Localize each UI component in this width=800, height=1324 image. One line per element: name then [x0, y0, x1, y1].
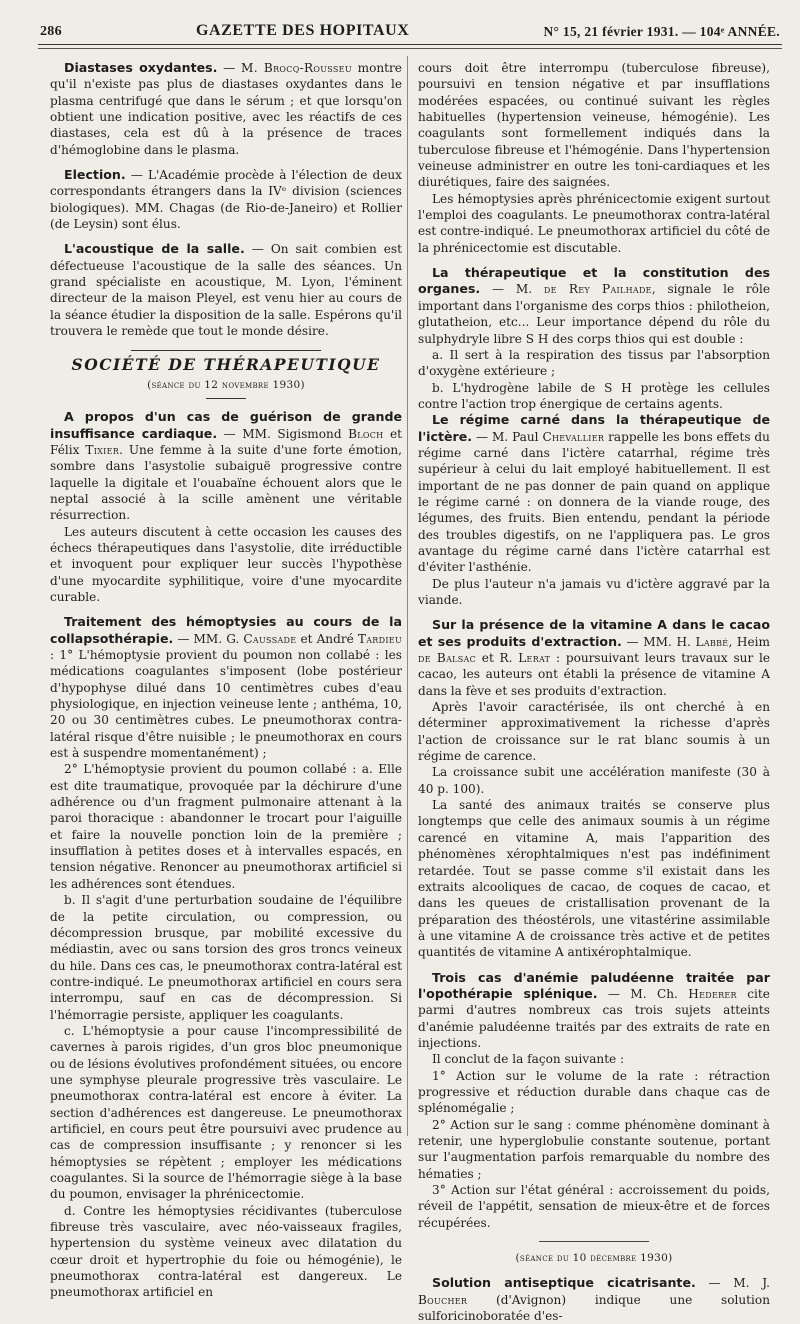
article-regime-carne: Le régime carné dans la thérapeutique de l'ictère. — M. Paul Chevallier rappelle les bons effets du régime carné dans l'ictère catarrhal, régime très supérieur à celui du lait employé habituellement. Il est important de ne pas donner de pain quand on applique le régime carné : on donnera de la viande rouge, des légumes, des fruits. Bien entendu, pendant la période des troubles digestifs, on ne l'appliquera pas. Le gros avantage du régime carné dans l'ictère catarrhal est d'éviter l'asthénie. [418, 412, 770, 575]
article-text: , signale le rôle important dans l'organisme des corps thios : philotheion, glutatheion, etc... Leur importance dépend du rôle du sulphydryle libre S H des corps thios qui est double : [418, 282, 770, 346]
section-rule-short [206, 398, 246, 399]
paragraph: 3° Action sur l'état général : accroissement du poids, réveil de l'appétit, sensation de mieux-être et de forces récupérées. [418, 1183, 770, 1230]
article-hemoptysies: Traitement des hémoptysies au cours de la collapsothérapie. — MM. G. Caussade et André Tardieu : 1° L'hémoptysie provient du poumon non collabé : les médications coagulantes s'imposent (lobe postérieur d'hypophyse dilué dans 10 centimètres cubes d'eau physiologique, en injection veineuse lente ; anthéma, 10, 20 ou 30 centimètres cubes. Le pneumothorax contra-latéral risque d'être nuisible ; le pneumothorax en cours est à suspendre momentanément) ; [50, 614, 402, 761]
article-title: La thérapeutique et la constitution des organes. [418, 265, 770, 297]
session-date: (séance du 12 novembre 1930) [147, 378, 305, 391]
paragraph: Les auteurs discutent à cette occasion les causes des échecs thérapeutiques dans l'asystolie, dite irréductible et invoquent pour expliquer leur succès l'hypothèse d'une myocardite syphilitique, voire d'une myocardite curable. [50, 524, 402, 604]
paragraph: La croissance subit une accélération manifeste (30 à 40 p. 100). [418, 765, 770, 796]
paragraph: Les hémoptysies après phrénicectomie exigent surtout l'emploi des coagulants. Le pneumothorax contra-latéral est contre-indiqué. Le pneumothorax artificiel du côté de la phrénicectomie est discutable. [418, 191, 770, 255]
article-constitution-organes: La thérapeutique et la constitution des organes. — M. de Rey Pailhade, signale le rôle important dans l'organisme des corps thios : philotheion, glutatheion, etc... Leur importance dépend du rôle du sulphydryle libre S H des corps thios qui est double : [418, 265, 770, 346]
society-heading: SOCIÉTÉ DE THÉRAPEUTIQUE [71, 354, 381, 374]
article-title: Sur la présence de la vitamine A dans le cacao et ses produits d'extraction. [418, 617, 770, 649]
masthead-title: GAZETTE DES HOPITAUX [195, 22, 410, 39]
paragraph: 2° Action sur le sang : comme phénomène dominant à retenir, une hyperglobulie constante soutenue, portant sur l'augmentation parfois remarquable du nombre des hématies ; [418, 1117, 770, 1181]
author-name: Bloch [348, 426, 384, 441]
paragraph: La santé des animaux traités se conserve plus longtemps que celle des animaux soumis à un régime carencé en vitamine A, mais l'apparition des phénomènes xérophtalmiques n'est pas indéfiniment retardée. Tout se passe comme s'il existait dans les extraits alcooliques de cacao, de coques de cacao, et dans les queues de cristallisation provenant de la préparation des théostérols, une vitastérine assimilable à une vitamine A de croissance très active et de petites quantités de vitamine A antixérophtalmique. [418, 798, 770, 960]
author-name: Tixier [85, 442, 120, 457]
article-election: Election. — L'Académie procède à l'élection de deux correspondants étrangers dans la IVᵉ division (sciences biologiques). MM. Chagas (de Rio-de-Janeiro) et Rollier (de Leysin) sont élus. [50, 167, 402, 232]
article-title: Trois cas d'anémie paludéenne traitée par l'opothérapie splénique. [418, 969, 770, 1001]
article-insuffisance-cardiaque: A propos d'un cas de guérison de grande insuffisance cardiaque. — MM. Sigismond Bloch et Félix Tixier. Une femme à la suite d'une forte émotion, sombre dans l'asystolie subaiguë progressive contre laquelle la digitale et l'ouabaïne échouent alors que le neptal associé à la scille amènent une véritable résurrection. [50, 409, 402, 523]
author-name: M. Brocq-Rousseu [241, 61, 352, 75]
paragraph: Il conclut de la façon suivante : [432, 1052, 625, 1067]
article-text: . Une femme à la suite d'une forte émotion, sombre dans l'asystolie subaiguë progressive contre laquelle la digitale et l'ouabaïne échouent alors que le neptal associé à la scille amènent une véritable résurrection. [50, 442, 402, 523]
article-text: cite parmi d'autres nombreux cas trois sujets atteints d'anémie paludéenne traités par des extraits de rate en injections. [418, 986, 770, 1050]
author-name: de Rey Pailhade [543, 282, 652, 297]
section-rule [131, 350, 321, 351]
article-solution-antiseptique: Solution antiseptique cicatrisante. — M. J. Boucher (d'Avignon) indique une solution sulforicinoboratée d'es- [418, 1275, 770, 1324]
left-column [50, 60, 402, 1301]
paragraph: d. Contre les hémoptysies récidivantes (tuberculose fibreuse très vasculaire, avec néo-vaisseaux fragiles, hypertension du système veineux avec dilatation du cœur droit et hypertrophie du foie ou hémogénie), le pneumothorax contra-latéral est dangereux. Le pneumothorax artificiel en [50, 1203, 402, 1300]
article-text: rappelle les bons effets du régime carné dans l'ictère catarrhal, régime très supérieur à celui du lait employé habituellement. Il est important de ne pas donner de pain quand on applique le régime carné : on donnera de la viande rouge, des légumes, des fruits. Bien entendu, pendant la période des troubles digestifs, on ne l'appliquera pas. Le gros avantage du régime carné dans l'ictère catarrhal est d'éviter l'asthénie. [418, 429, 770, 575]
right-column [418, 60, 770, 1324]
author-name: de Balsac [418, 651, 477, 666]
article-text: L'Académie procède à l'élection de deux correspondants étrangers dans la IVᵉ division (sciences biologiques). MM. Chagas (de Rio-de-Janeiro) et Rollier (de Leysin) sont élus. [50, 168, 402, 232]
author-name: Labbé [695, 634, 729, 649]
article-acoustique: L'acoustique de la salle. — On sait combien est défectueuse l'acoustique de la salle des séances. Un grand spécialiste en acoustique, M. Lyon, l'éminent directeur de la maison Pleyel, est venu hier au cours de la séance étudier la disposition de la salle. Espérons qu'il trouvera le remède que tout le monde désire. [50, 241, 402, 339]
article-anemie-paludeenne: Trois cas d'anémie paludéenne traitée par l'opothérapie splénique. — M. Ch. Hederer cite parmi d'autres nombreux cas trois sujets atteints d'anémie paludéenne traités par des extraits de rate en injections. [418, 969, 770, 1050]
author-name: Hederer [688, 986, 737, 1001]
paragraph: cours doit être interrompu (tuberculose fibreuse), poursuivi en tension négative et par insufflations modérées espacées, ou continué suivant les règles habituelles (hypertension veineuse, hémogénie). Les coagulants sont formellement indiqués dans la tuberculose fibreuse et l'hémogénie. Dans l'hypertension veineuse administrer en outre les toni-cardiaques et les diurétiques, faire des saignées. [418, 61, 770, 190]
author-name: Chevallier [542, 429, 605, 444]
section-rule [539, 1241, 649, 1242]
paragraph: De plus l'auteur n'a jamais vu d'ictère aggravé par la viande. [418, 576, 770, 607]
article-text: : poursuivant leurs travaux sur le cacao, les auteurs ont établi la présence de vitamine A dans la fève et ses produits d'extraction. [418, 651, 770, 698]
paragraph: a. Il sert à la respiration des tissus par l'absorption d'oxygène extérieure ; [418, 347, 770, 379]
article-title: Solution antiseptique cicatrisante. [432, 1275, 696, 1291]
article-title: Le régime carné dans la thérapeutique de l'ictère. [418, 412, 770, 444]
article-diastases: Diastases oxydantes. — M. Brocq-Rousseu montre qu'il n'existe pas plus de diastases oxydantes dans le plasma centrifugé que dans le sérum ; et que lorsqu'on obtient une indication positive, avec les réactifs de ces diastases, cela est dû à la présence de traces d'hémoglobine dans le plasma. [50, 60, 402, 157]
article-title: Diastases oxydantes. [64, 60, 218, 75]
author-name: Tardieu [357, 631, 402, 646]
author-name: Lerat [518, 651, 551, 666]
paragraph: 1° Action sur le volume de la rate : rétraction progressive et réduction durable dans chaque cas de splénomégalie ; [418, 1068, 770, 1116]
column-divider [407, 56, 408, 1136]
header-rule [38, 44, 782, 45]
article-title: Traitement des hémoptysies au cours de la collapsothérapie. [50, 614, 402, 646]
article-vitamine-a: Sur la présence de la vitamine A dans le cacao et ses produits d'extraction. — MM. H. Labbé, Heim de Balsac et R. Lerat : poursuivant leurs travaux sur le cacao, les auteurs ont établi la présence de vitamine A dans la fève et ses produits d'extraction. [418, 617, 770, 698]
paragraph: Après l'avoir caractérisée, ils ont cherché à en déterminer approximativement la richesse d'après l'action de croissance sur le rat blanc soumis à un régime de carence. [418, 700, 770, 764]
article-text: : 1° L'hémoptysie provient du poumon non collabé : les médications coagulantes s'imposent (lobe postérieur d'hypophyse dilué dans 10 centimètres cubes d'eau physiologique, en injection veineuse lente ; anthéma, 10, 20 ou 30 centimètres cubes. Le pneumothorax contra-latéral risque d'être nuisible ; le pneumothorax en cours est à suspendre momentanément) ; [50, 648, 402, 761]
article-text: montre qu'il n'existe pas plus de diastases oxydantes dans le plasma centrifugé que dans le sérum ; et que lorsqu'on obtient une indication positive, avec les réactifs de ces diastases, cela est dû à la présence de traces d'hémoglobine dans le plasma. [50, 61, 402, 157]
author-name: Boucher [418, 1292, 468, 1307]
article-text: On sait combien est défectueuse l'acoustique de la salle des séances. Un grand spécialiste en acoustique, M. Lyon, l'éminent directeur de la maison Pleyel, est venu hier au cours de la séance étudier la disposition de la salle. Espérons qu'il trouvera le remède que tout le monde désire. [50, 242, 402, 339]
article-text: (d'Avignon) indique une solution sulforicinoboratée d'es- [418, 1292, 770, 1324]
header-rule-thin [38, 48, 782, 49]
session-date: (séance du 10 décembre 1930) [515, 1252, 673, 1265]
paragraph: c. L'hémoptysie a pour cause l'incompressibilité de cavernes à parois rigides, d'un gros bloc pneumonique ou de lésions évolutives profondément situées, ou encore une symphyse pleurale progressive très vasculaire. Le pneumothorax contra-latéral est encore à éviter. La section d'adhérences est dangereuse. Le pneumothorax artificiel, en cours peut être poursuivi avec prudence au cas de compression insuffisante ; y renoncer si les hémoptysies se répètent ; employer les médications coagulantes. Si la source de l'hémorragie siège à la base du poumon, envisager la phrénicectomie. [50, 1023, 402, 1202]
issue-info: N° 15, 21 février 1931. — 104ᵉ ANNÉE. [543, 24, 780, 39]
article-title: A propos d'un cas de guérison de grande insuffisance cardiaque. [50, 409, 402, 441]
author-name: Caussade [243, 631, 297, 646]
paragraph: 2° L'hémoptysie provient du poumon collabé : a. Elle est dite traumatique, provoquée par la déchirure d'une adhérence ou d'un fragment pulmonaire attenant à la paroi thoracique : abandonner le trocart pour l'aiguille et faire la nouvelle ponction loin de la première ; insufflation à petites doses et à intervalles espacés, en tension négative. Renoncer au pneumothorax artificiel si les adhérences sont étendues. [50, 762, 402, 891]
page-number: 286 [40, 24, 62, 39]
article-title: Election. [64, 167, 126, 183]
page-header [40, 14, 780, 40]
paragraph: b. Il s'agit d'une perturbation soudaine de l'équilibre de la petite circulation, ou compression, ou décompression brusque, par mobilité excessive du médiastin, avec ou sans torsion des gros troncs veineux du hile. Dans ces cas, le pneumothorax contra-latéral est contre-indiqué. Le pneumothorax artificiel en cours sera interrompu, sauf en cas de décompression. Si l'hémorragie persiste, appliquer les coagulants. [50, 893, 402, 1022]
paragraph: b. L'hydrogène labile de S H protège les cellules contre l'action trop énergique de certains agents. [418, 380, 770, 411]
article-title: L'acoustique de la salle. [64, 241, 245, 257]
